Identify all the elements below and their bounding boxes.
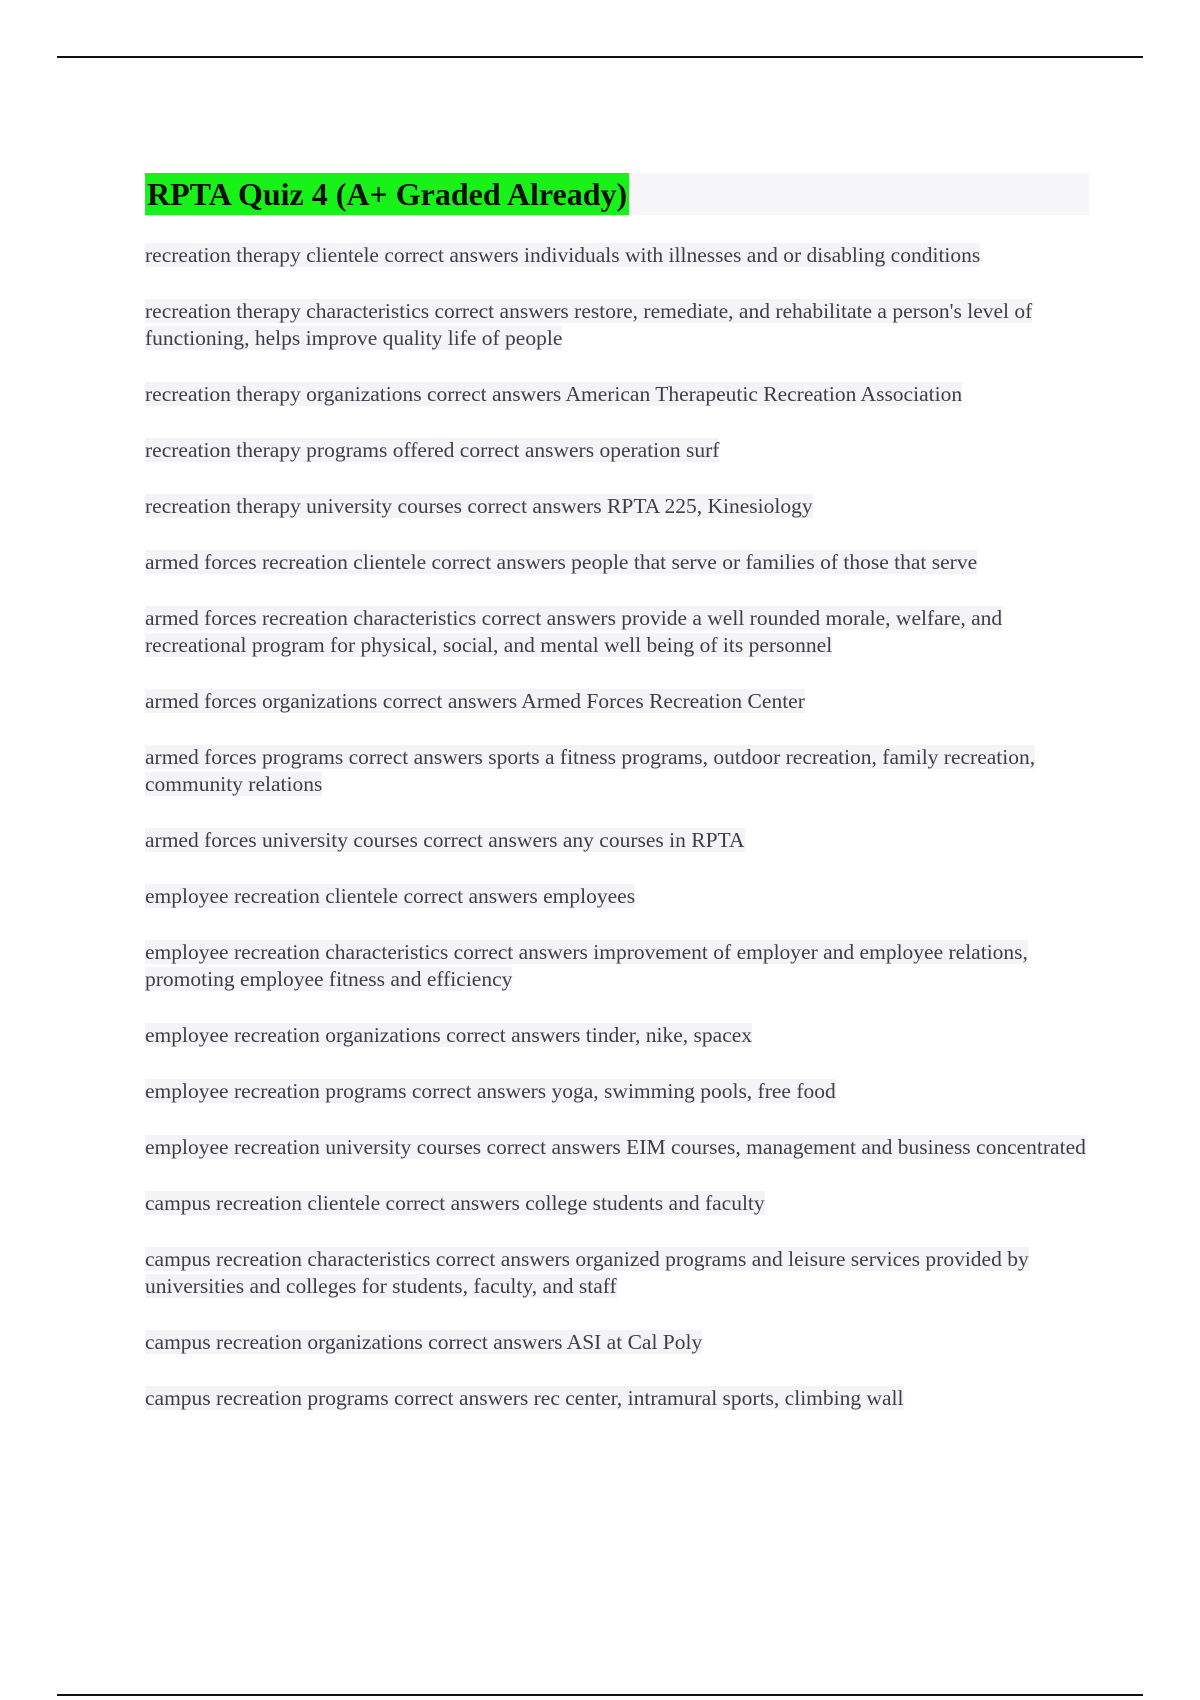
qa-entry (145, 883, 1095, 910)
qa-text: recreation therapy university courses correct answers RPTA 225, Kinesiology (145, 494, 813, 518)
qa-entry (145, 1246, 1095, 1300)
qa-entry (145, 688, 1095, 715)
qa-entry (145, 493, 1095, 520)
qa-text: recreation therapy characteristics correct answers restore, remediate, and rehabilitate a person's level of functioning, helps improve quality life of people (145, 299, 1033, 350)
qa-entry (145, 437, 1095, 464)
qa-entry (145, 549, 1095, 576)
qa-entry (145, 298, 1095, 352)
qa-text: campus recreation programs correct answers rec center, intramural sports, climbing wall (145, 1386, 904, 1410)
qa-text: campus recreation characteristics correct answers organized programs and leisure services provided by universities and colleges for students, faculty, and staff (145, 1247, 1029, 1298)
qa-entry (145, 744, 1095, 798)
qa-entry (145, 381, 1095, 408)
header-rule (57, 56, 1143, 58)
qa-text: recreation therapy organizations correct answers American Therapeutic Recreation Association (145, 382, 963, 406)
qa-entry (145, 1022, 1095, 1049)
page-title: RPTA Quiz 4 (A+ Graded Already) (145, 173, 629, 215)
qa-entry (145, 1078, 1095, 1105)
qa-entry (145, 1190, 1095, 1217)
qa-text: armed forces recreation clientele correct answers people that serve or families of those that serve (145, 550, 978, 574)
qa-text: employee recreation university courses correct answers EIM courses, management and business concentrated (145, 1135, 1086, 1159)
qa-text: employee recreation programs correct answers yoga, swimming pools, free food (145, 1079, 836, 1103)
qa-text: employee recreation characteristics correct answers improvement of employer and employee relations, promoting employee fitness and efficiency (145, 940, 1028, 991)
qa-entry (145, 939, 1095, 993)
qa-text: armed forces university courses correct answers any courses in RPTA (145, 828, 745, 852)
qa-text: campus recreation organizations correct answers ASI at Cal Poly (145, 1330, 703, 1354)
qa-text: employee recreation organizations correct answers tinder, nike, spacex (145, 1023, 753, 1047)
footer-rule (57, 1694, 1143, 1696)
qa-text: employee recreation clientele correct answers employees (145, 884, 636, 908)
qa-entry (145, 1385, 1095, 1412)
qa-entry (145, 605, 1095, 659)
qa-text: campus recreation clientele correct answers college students and faculty (145, 1191, 765, 1215)
qa-entry (145, 242, 1095, 269)
qa-text: armed forces recreation characteristics correct answers provide a well rounded morale, welfare, and recreational program for physical, social, and mental well being of its personnel (145, 606, 1003, 657)
qa-entry (145, 1329, 1095, 1356)
qa-list (145, 242, 1095, 1441)
qa-text: armed forces organizations correct answers Armed Forces Recreation Center (145, 689, 805, 713)
qa-entry (145, 827, 1095, 854)
qa-text: armed forces programs correct answers sports a fitness programs, outdoor recreation, family recreation, community relations (145, 745, 1036, 796)
qa-text: recreation therapy clientele correct answers individuals with illnesses and or disabling conditions (145, 243, 981, 267)
qa-entry (145, 1134, 1095, 1161)
qa-text: recreation therapy programs offered correct answers operation surf (145, 438, 720, 462)
